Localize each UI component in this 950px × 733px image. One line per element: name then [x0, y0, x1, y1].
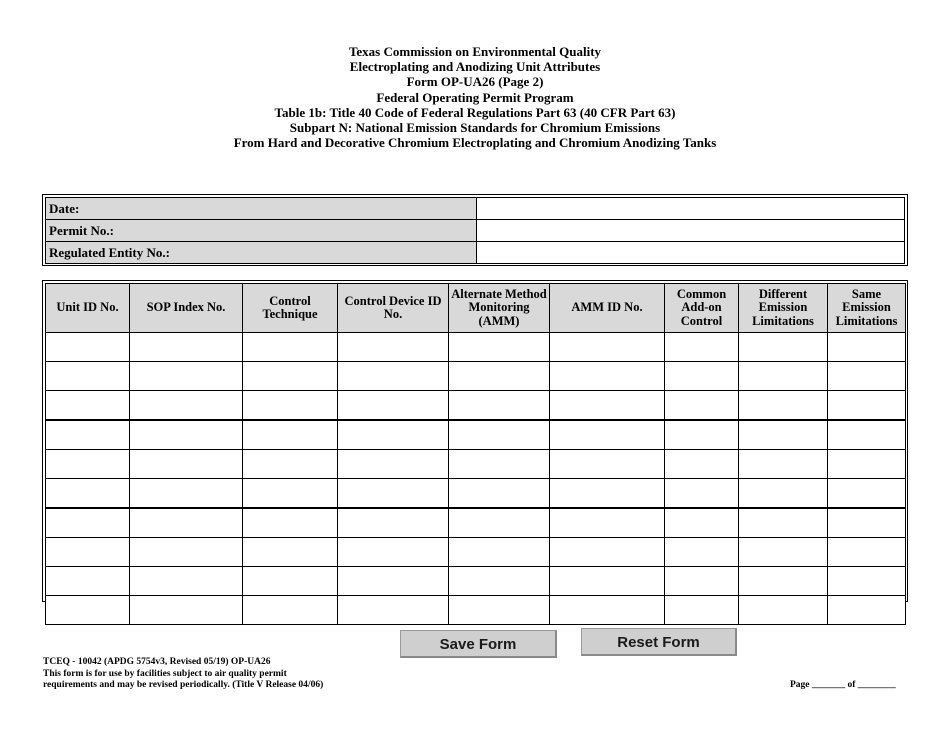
- table-header-row: [46, 284, 906, 333]
- cell-control-technique[interactable]: [243, 538, 338, 567]
- cell-amm[interactable]: [449, 362, 550, 391]
- regulated-entity-label: Regulated Entity No.:: [46, 242, 477, 264]
- cell-amm-id[interactable]: [550, 450, 665, 479]
- page-count: Page _______ of ________: [790, 680, 896, 690]
- table-row: [46, 596, 906, 625]
- permit-number-field[interactable]: [477, 220, 905, 242]
- header-form-title: Electroplating and Anodizing Unit Attributes: [349, 59, 601, 75]
- cell-sop-index[interactable]: [130, 567, 243, 596]
- col-header-control-device-id: Control Device ID No.: [338, 284, 449, 333]
- cell-amm-id[interactable]: [550, 391, 665, 421]
- header-subpart-scope: From Hard and Decorative Chromium Electroplating and Chromium Anodizing Tanks: [233, 135, 717, 151]
- cell-sop-index[interactable]: [130, 420, 243, 450]
- cell-same-limits[interactable]: [828, 508, 906, 538]
- table-row: [46, 450, 906, 479]
- cell-sop-index[interactable]: [130, 333, 243, 362]
- cell-amm[interactable]: [449, 450, 550, 479]
- col-header-unit-id: Unit ID No.: [46, 284, 130, 333]
- cell-amm[interactable]: [449, 479, 550, 509]
- cell-common-addon[interactable]: [665, 538, 739, 567]
- cell-control-technique[interactable]: [243, 333, 338, 362]
- cell-control-technique[interactable]: [243, 479, 338, 509]
- cell-control-technique[interactable]: [243, 508, 338, 538]
- cell-amm-id[interactable]: [550, 596, 665, 625]
- cell-sop-index[interactable]: [130, 362, 243, 391]
- cell-control-device-id[interactable]: [338, 391, 449, 421]
- footer-release-note: requirements and may be revised periodically. (Title V Release 04/06): [43, 680, 324, 690]
- col-header-sop-index: SOP Index No.: [130, 284, 243, 333]
- header-subpart: Subpart N: National Emission Standards for Chromium Emissions: [289, 120, 661, 136]
- table-row: [46, 479, 906, 509]
- cell-sop-index[interactable]: [130, 391, 243, 421]
- cell-common-addon[interactable]: [665, 391, 739, 421]
- unit-attributes-grid: [42, 280, 908, 602]
- table-row: [46, 420, 906, 450]
- table-row: [46, 391, 906, 421]
- cell-different-limits[interactable]: [739, 450, 828, 479]
- cell-amm-id[interactable]: [550, 538, 665, 567]
- cell-control-technique[interactable]: [243, 391, 338, 421]
- header-program: Federal Operating Permit Program: [376, 89, 574, 105]
- cell-same-limits[interactable]: [828, 420, 906, 450]
- cell-unit-id[interactable]: [46, 538, 130, 567]
- form-header: [0, 44, 950, 150]
- cell-unit-id[interactable]: [46, 420, 130, 450]
- cell-control-technique[interactable]: [243, 420, 338, 450]
- table-row: [46, 508, 906, 538]
- col-header-amm: Alternate Method Monitoring (AMM): [449, 284, 550, 333]
- cell-control-device-id[interactable]: [338, 538, 449, 567]
- cell-amm-id[interactable]: [550, 333, 665, 362]
- cell-amm-id[interactable]: [550, 479, 665, 509]
- col-header-common-addon: Common Add-on Control: [665, 284, 739, 333]
- cell-different-limits[interactable]: [739, 508, 828, 538]
- col-header-same-limits: Same Emission Limitations: [828, 284, 906, 333]
- table-body: [46, 333, 906, 625]
- header-agency: Texas Commission on Environmental Quality: [348, 44, 602, 59]
- unit-attributes-table: [45, 283, 906, 625]
- cell-amm[interactable]: [449, 567, 550, 596]
- reset-form-button[interactable]: Reset Form: [581, 628, 737, 656]
- cell-amm-id[interactable]: [550, 362, 665, 391]
- regulated-entity-field[interactable]: [477, 242, 905, 264]
- save-form-button[interactable]: Save Form: [400, 630, 557, 658]
- cell-sop-index[interactable]: [130, 479, 243, 509]
- cell-common-addon[interactable]: [665, 333, 739, 362]
- cell-amm[interactable]: [449, 596, 550, 625]
- cell-control-device-id[interactable]: [338, 420, 449, 450]
- cell-control-technique[interactable]: [243, 450, 338, 479]
- cell-same-limits[interactable]: [828, 479, 906, 509]
- table-row: [46, 538, 906, 567]
- cell-unit-id[interactable]: [46, 508, 130, 538]
- cell-common-addon[interactable]: [665, 362, 739, 391]
- cell-amm-id[interactable]: [550, 420, 665, 450]
- cell-control-device-id[interactable]: [338, 450, 449, 479]
- table-row: [46, 362, 906, 391]
- cell-amm-id[interactable]: [550, 508, 665, 538]
- cell-unit-id[interactable]: [46, 362, 130, 391]
- permit-info-box: [42, 194, 908, 266]
- col-header-different-limits: Different Emission Limitations: [739, 284, 828, 333]
- cell-common-addon[interactable]: [665, 420, 739, 450]
- cell-common-addon[interactable]: [665, 508, 739, 538]
- cell-same-limits[interactable]: [828, 450, 906, 479]
- cell-amm[interactable]: [449, 391, 550, 421]
- cell-same-limits[interactable]: [828, 362, 906, 391]
- cell-different-limits[interactable]: [739, 420, 828, 450]
- cell-different-limits[interactable]: [739, 596, 828, 625]
- cell-amm-id[interactable]: [550, 567, 665, 596]
- cell-amm[interactable]: [449, 333, 550, 362]
- permit-number-label: Permit No.:: [46, 220, 477, 242]
- cell-amm[interactable]: [449, 420, 550, 450]
- cell-unit-id[interactable]: [46, 567, 130, 596]
- cell-common-addon[interactable]: [665, 567, 739, 596]
- cell-sop-index[interactable]: [130, 596, 243, 625]
- cell-unit-id[interactable]: [46, 391, 130, 421]
- col-header-amm-id: AMM ID No.: [550, 284, 665, 333]
- cell-control-technique[interactable]: [243, 596, 338, 625]
- cell-control-device-id[interactable]: [338, 567, 449, 596]
- cell-control-device-id[interactable]: [338, 362, 449, 391]
- col-header-control-technique: Control Technique: [243, 284, 338, 333]
- cell-different-limits[interactable]: [739, 479, 828, 509]
- cell-different-limits[interactable]: [739, 538, 828, 567]
- cell-different-limits[interactable]: [739, 362, 828, 391]
- cell-same-limits[interactable]: [828, 596, 906, 625]
- header-form-number: Form OP-UA26 (Page 2): [406, 74, 544, 90]
- cell-different-limits[interactable]: [739, 567, 828, 596]
- table-row: [46, 567, 906, 596]
- cell-sop-index[interactable]: [130, 508, 243, 538]
- cell-same-limits[interactable]: [828, 567, 906, 596]
- cell-control-technique[interactable]: [243, 362, 338, 391]
- cell-amm[interactable]: [449, 508, 550, 538]
- cell-unit-id[interactable]: [46, 450, 130, 479]
- cell-control-device-id[interactable]: [338, 479, 449, 509]
- permit-info-table: [45, 197, 905, 264]
- header-table-title: Table 1b: Title 40 Code of Federal Regulations Part 63 (40 CFR Part 63): [274, 104, 676, 120]
- cell-control-technique[interactable]: [243, 567, 338, 596]
- cell-unit-id[interactable]: [46, 333, 130, 362]
- cell-sop-index[interactable]: [130, 538, 243, 567]
- cell-sop-index[interactable]: [130, 450, 243, 479]
- cell-same-limits[interactable]: [828, 333, 906, 362]
- table-row: [46, 333, 906, 362]
- cell-different-limits[interactable]: [739, 391, 828, 421]
- cell-unit-id[interactable]: [46, 596, 130, 625]
- cell-common-addon[interactable]: [665, 596, 739, 625]
- cell-control-device-id[interactable]: [338, 596, 449, 625]
- cell-amm[interactable]: [449, 538, 550, 567]
- cell-control-device-id[interactable]: [338, 508, 449, 538]
- cell-same-limits[interactable]: [828, 538, 906, 567]
- cell-same-limits[interactable]: [828, 391, 906, 421]
- date-field[interactable]: [477, 198, 905, 220]
- cell-different-limits[interactable]: [739, 333, 828, 362]
- footer-usage-note: This form is for use by facilities subject to air quality permit: [43, 668, 287, 679]
- cell-control-device-id[interactable]: [338, 333, 449, 362]
- cell-unit-id[interactable]: [46, 479, 130, 509]
- cell-common-addon[interactable]: [665, 450, 739, 479]
- cell-common-addon[interactable]: [665, 479, 739, 509]
- date-label: Date:: [46, 198, 477, 220]
- form-footer: [43, 657, 323, 692]
- footer-form-id: TCEQ - 10042 (APDG 5754v3, Revised 05/19) OP-UA26: [43, 657, 271, 667]
